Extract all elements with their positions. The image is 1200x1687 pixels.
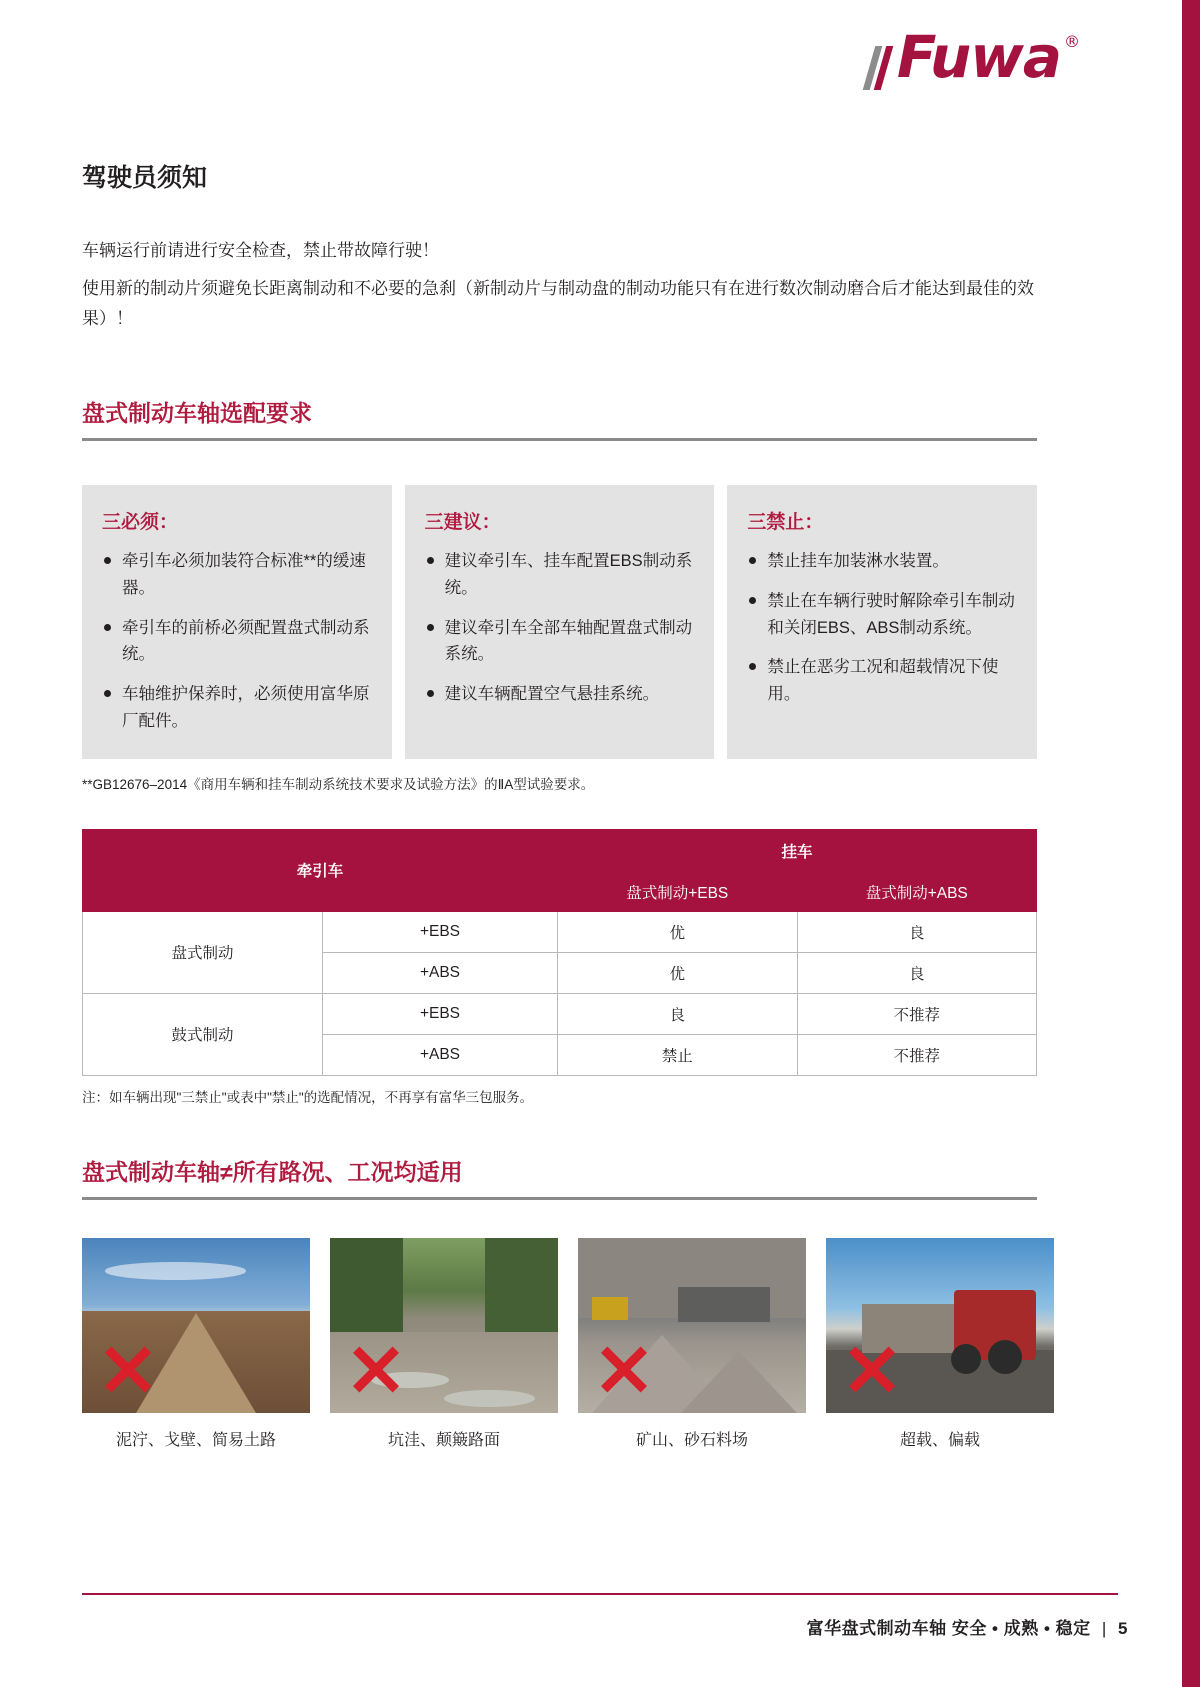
conditions-divider xyxy=(82,1197,1037,1200)
cell-sub: +ABS xyxy=(323,952,558,993)
th-tractor: 牵引车 xyxy=(83,829,558,911)
standard-footnote: **GB12676–2014《商用车辆和挂车制动系统技术要求及试验方法》的ⅡA型试验要求。 xyxy=(82,776,595,792)
box-forbid-list xyxy=(747,548,1017,708)
cell-sub: +EBS xyxy=(323,911,558,952)
dirt-road-photo xyxy=(82,1238,310,1413)
cell-value: 禁止 xyxy=(558,1034,798,1075)
mine-quarry-photo xyxy=(578,1238,806,1413)
cell-group-drum: 鼓式制动 xyxy=(83,993,323,1075)
cell-value: 不推荐 xyxy=(797,1034,1037,1075)
cell-value: 良 xyxy=(558,993,798,1034)
condition-photos xyxy=(82,1238,1037,1450)
list-item: 建议车辆配置空气悬挂系统。 xyxy=(425,681,695,708)
cell-value: 不推荐 xyxy=(797,993,1037,1034)
list-item: 建议牵引车、挂车配置EBS制动系统。 xyxy=(425,548,695,601)
page-content xyxy=(82,0,1037,1450)
footer-tagline: 富华盘式制动车轴 安全 • 成熟 • 稳定 xyxy=(806,1619,1091,1638)
cell-group-disc: 盘式制动 xyxy=(83,911,323,993)
photo-item xyxy=(826,1238,1054,1450)
cell-value: 良 xyxy=(797,952,1037,993)
th-trailer: 挂车 xyxy=(558,829,1037,872)
registered-mark: ® xyxy=(1064,32,1080,51)
footer-divider xyxy=(82,1593,1118,1595)
photo-item xyxy=(330,1238,558,1450)
cross-mark-icon xyxy=(596,1341,650,1395)
requirement-boxes xyxy=(82,485,1037,758)
th-trailer-abs: 盘式制动+ABS xyxy=(797,872,1037,911)
box-suggest-heading: 三建议： xyxy=(424,512,501,534)
box-suggest-list xyxy=(425,548,695,708)
box-suggest xyxy=(405,485,715,758)
table-note: 注：如车辆出现"三禁止"或表中"禁止"的选配情况，不再享有富华三包服务。 xyxy=(82,1089,534,1105)
photo-item xyxy=(578,1238,806,1450)
cell-value: 优 xyxy=(558,911,798,952)
list-item: 牵引车必须加装符合标准**的缓速器。 xyxy=(102,548,372,601)
list-item: 禁止在车辆行驶时解除牵引车制动和关闭EBS、ABS制动系统。 xyxy=(747,588,1017,641)
cell-sub: +EBS xyxy=(323,993,558,1034)
table-row xyxy=(83,911,1037,952)
logo-text: Fuwa xyxy=(896,23,1061,91)
footer-separator: | xyxy=(1101,1619,1107,1638)
photo-caption: 坑洼、颠簸路面 xyxy=(387,1431,500,1449)
cross-mark-icon xyxy=(844,1341,898,1395)
conditions-heading: 盘式制动车轴≠所有路况、工况均适用 xyxy=(82,1158,463,1185)
compatibility-table xyxy=(82,829,1037,1076)
table-row xyxy=(83,993,1037,1034)
cell-sub: +ABS xyxy=(323,1034,558,1075)
list-item: 禁止挂车加装淋水装置。 xyxy=(747,548,1017,575)
cross-mark-icon xyxy=(100,1341,154,1395)
box-must xyxy=(82,485,392,758)
box-forbid xyxy=(727,485,1037,758)
overload-truck-photo xyxy=(826,1238,1054,1413)
requirements-heading: 盘式制动车轴选配要求 xyxy=(82,400,312,427)
cell-value: 优 xyxy=(558,952,798,993)
box-forbid-heading: 三禁止： xyxy=(747,512,824,534)
right-edge-gap xyxy=(1176,0,1182,1687)
bumpy-road-photo xyxy=(330,1238,558,1413)
table-header-row xyxy=(83,829,1037,872)
page-title: 驾驶员须知 xyxy=(82,164,208,192)
list-item: 牵引车的前桥必须配置盘式制动系统。 xyxy=(102,615,372,668)
th-trailer-ebs: 盘式制动+EBS xyxy=(558,872,798,911)
box-must-list xyxy=(102,548,372,734)
right-edge-bar xyxy=(1182,0,1200,1687)
photo-caption: 矿山、砂石料场 xyxy=(635,1431,748,1449)
photo-caption: 超载、偏载 xyxy=(899,1431,980,1449)
cell-value: 良 xyxy=(797,911,1037,952)
list-item: 车轴维护保养时，必须使用富华原厂配件。 xyxy=(102,681,372,734)
page-footer xyxy=(807,1614,1128,1639)
photo-item xyxy=(82,1238,310,1450)
cross-mark-icon xyxy=(348,1341,402,1395)
page-number: 5 xyxy=(1118,1619,1128,1638)
list-item: 禁止在恶劣工况和超载情况下使用。 xyxy=(747,654,1017,707)
photo-caption: 泥泞、戈壁、简易土路 xyxy=(115,1431,276,1449)
intro-block xyxy=(82,236,1037,333)
list-item: 建议牵引车全部车轴配置盘式制动系统。 xyxy=(425,615,695,668)
intro-paragraph-1: 车辆运行前请进行安全检查，禁止带故障行驶！ xyxy=(82,241,439,260)
box-must-heading: 三必须： xyxy=(102,512,179,534)
intro-paragraph-2: 使用新的制动片须避免长距离制动和不必要的急刹（新制动片与制动盘的制动功能只有在进行数次制动磨合后才能达到最佳的效果）！ xyxy=(82,278,1034,328)
heading-divider xyxy=(82,438,1037,441)
